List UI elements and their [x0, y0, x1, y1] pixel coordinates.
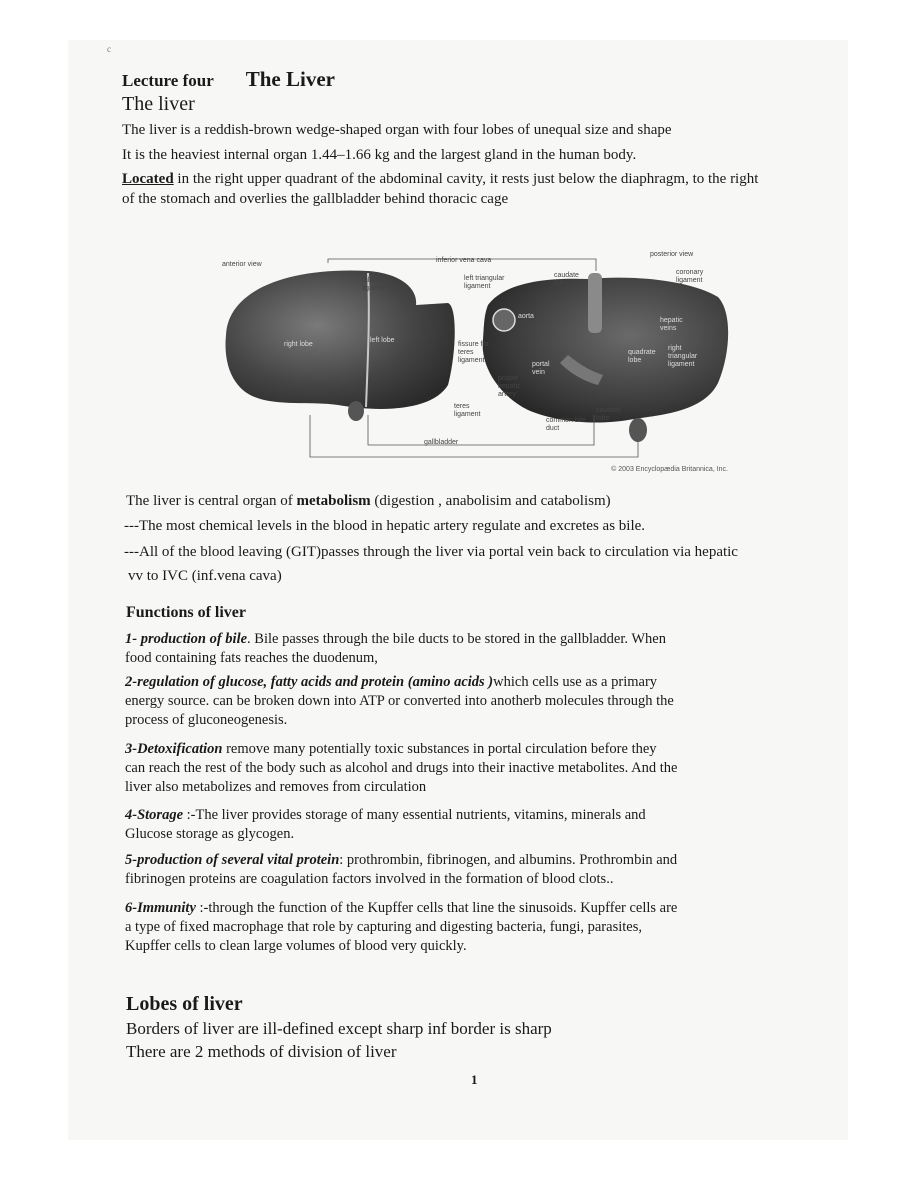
ivc-vessel	[588, 273, 602, 333]
function-text-6b: a type of fixed macrophage that role by capturing and digesting bacteria, fungi, parasites,	[125, 919, 642, 935]
function-text-6c: Kupffer cells to clean large volumes of blood very quickly.	[125, 938, 467, 954]
metabolism-bold: metabolism	[296, 493, 371, 509]
fig-label-hepatic: hepatic veins	[660, 317, 683, 332]
fig-label-caudate: caudate lobe	[554, 272, 579, 287]
located-text: in the right upper quadrant of the abdominal cavity, it rests just below the diaphragm, to the right	[173, 171, 759, 187]
metabolism-line-1	[126, 492, 826, 511]
intro-line-2: It is the heaviest internal organ 1.44–1.66 kg and the largest gland in the human body.	[122, 147, 637, 163]
function-text-2c: process of gluconeogenesis.	[125, 712, 288, 728]
liver-anatomy-figure	[218, 245, 738, 475]
page-subtitle: The liver	[122, 93, 195, 115]
page-number: 1	[471, 1072, 478, 1087]
metabolism-line-2: ---The most chemical levels in the blood in hepatic artery regulate and excretes as bile.	[124, 518, 646, 534]
intro-located	[122, 170, 822, 189]
fig-label-ivc: inferior vena cava	[436, 257, 492, 264]
function-text-2: which cells use as a primary	[493, 674, 658, 690]
lecture-number: Lecture four	[122, 71, 214, 90]
fig-label-gallbladder: gallbladder	[424, 439, 459, 446]
figure-copyright: © 2003 Encyclopædia Britannica, Inc.	[611, 466, 728, 473]
fig-label-coronary: coronary ligament	[676, 269, 704, 284]
function-text-3b: can reach the rest of the body such as alcohol and drugs into their inactive metabolites. And the	[125, 760, 678, 776]
page-title: The Liver	[245, 67, 335, 91]
fig-label-proper-hepatic: proper hepatic artery	[498, 375, 521, 398]
function-item-4	[125, 806, 775, 844]
fig-label-left-lobe: left lobe	[370, 337, 395, 344]
located-label: Located	[122, 171, 174, 187]
fig-label-aorta: aorta	[518, 313, 534, 320]
functions-heading: Functions of liver	[126, 604, 246, 621]
gallbladder-shape-anterior	[348, 401, 364, 421]
fig-label-caudate-2: caudate lobe	[596, 407, 621, 422]
function-text-1b: food containing fats reaches the duodenum,	[125, 650, 378, 666]
intro-line-1: The liver is a reddish-brown wedge-shaped organ with four lobes of unequal size and shape	[122, 122, 672, 138]
function-title-1: 1- production of bile	[125, 631, 248, 647]
function-text-6: :-through the function of the Kupffer cells that line the sinusoids. Kupffer cells are	[195, 900, 678, 916]
fig-label-right-triangular: right triangular ligament	[668, 345, 698, 368]
function-title-3: 3-Detoxification	[125, 741, 223, 757]
intro-located-line-2: of the stomach and overlies the gallbladder behind thoracic cage	[122, 191, 509, 207]
fig-label-fissure: fissure for teres ligament	[458, 341, 489, 364]
lobes-line-1: Borders of liver are ill-defined except sharp inf border is sharp	[126, 1019, 552, 1038]
function-text-2b: energy source. can be broken down into ATP or converted into anotherb molecules through the	[125, 693, 674, 709]
fig-label-teres: teres ligament	[454, 403, 481, 418]
function-title-4: 4-Storage	[125, 807, 183, 823]
function-text-5b: fibrinogen proteins are coagulation factors involved in the formation of blood clots..	[125, 871, 614, 887]
lobes-line-2: There are 2 methods of division of liver	[126, 1042, 397, 1061]
metabolism-text-b: (digestion , anabolisim and catabolism)	[370, 493, 611, 509]
fig-label-left-triangular: left triangular ligament	[464, 275, 505, 290]
corner-mark: c	[107, 44, 111, 54]
metabolism-line-3: ---All of the blood leaving (GIT)passes through the liver via portal vein back to circulation via hepatic	[124, 544, 738, 560]
fig-label-posterior: posterior view	[650, 251, 694, 258]
lobes-heading: Lobes of liver	[126, 993, 243, 1015]
function-item-6	[125, 899, 775, 956]
fig-label-falciform: falciform ligament	[362, 277, 389, 292]
fig-label-quadrate: quadrate lobe	[628, 349, 656, 364]
fig-label-common-bile: common bile duct	[546, 417, 586, 432]
function-text-4b: Glucose storage as glycogen.	[125, 826, 295, 842]
lecture-header	[122, 67, 335, 92]
function-item-1	[125, 630, 775, 668]
function-item-2	[125, 673, 775, 730]
metabolism-line-4: vv to IVC (inf.vena cava)	[128, 568, 282, 584]
function-text-3c: liver also metabolizes and removes from circulation	[125, 779, 427, 795]
fig-label-portal: portal vein	[532, 361, 550, 376]
function-text-3: remove many potentially toxic substances in portal circulation before they	[222, 741, 657, 757]
gallbladder-shape-posterior	[629, 418, 647, 442]
function-item-3	[125, 740, 775, 797]
function-text-4: :-The liver provides storage of many essential nutrients, vitamins, minerals and	[183, 807, 646, 823]
anterior-liver-shape	[226, 271, 455, 409]
function-title-5: 5-production of several vital protein	[125, 852, 340, 868]
aorta-circle	[493, 309, 515, 331]
fig-label-right-lobe: right lobe	[284, 341, 313, 348]
function-text-5: : prothrombin, fibrinogen, and albumins. Prothrombin and	[339, 852, 678, 868]
metabolism-text-a: The liver is central organ of	[126, 493, 297, 509]
function-title-2: 2-regulation of glucose, fatty acids and protein (amino acids )	[125, 674, 494, 690]
function-title-6: 6-Immunity	[125, 900, 196, 916]
fig-label-anterior: anterior view	[222, 261, 262, 268]
function-item-5	[125, 851, 775, 889]
function-text-1: . Bile passes through the bile ducts to be stored in the gallbladder. When	[247, 631, 666, 647]
